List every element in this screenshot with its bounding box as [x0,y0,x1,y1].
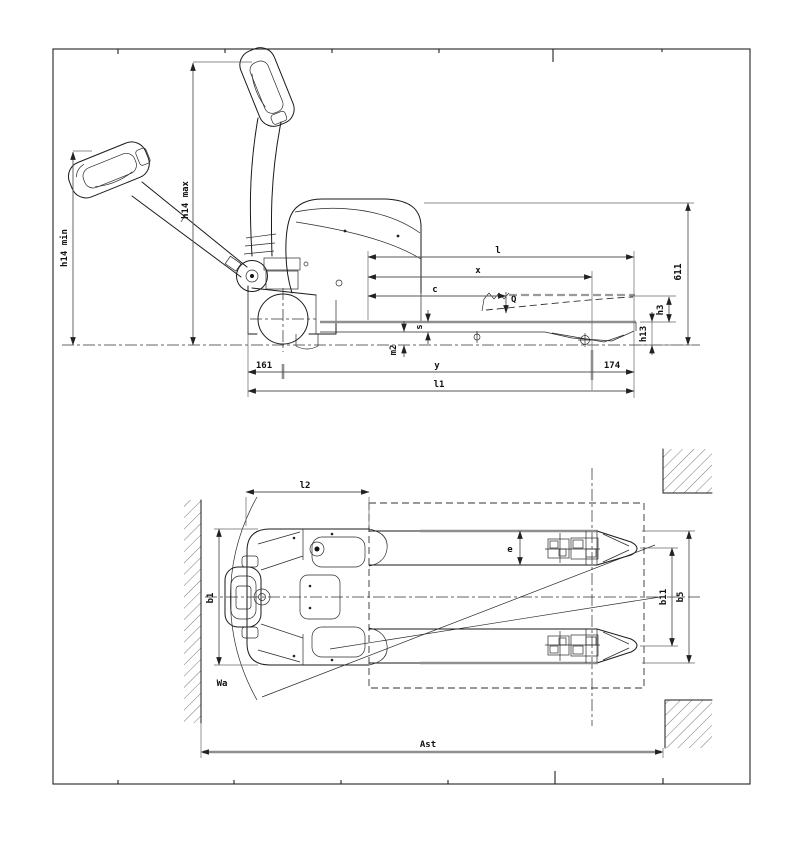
dim-label-611: 611 [673,263,684,281]
tiller-raised [235,43,298,256]
dim-label-wa: Wa [216,679,228,689]
dim-label-l2: l2 [299,481,311,491]
dim-l [368,246,634,257]
dim-label-c: c [432,285,438,295]
dim-label-s: s [415,324,425,330]
dim-label-l1: l1 [433,380,445,390]
dim-h14-max [181,62,252,345]
dim-s [415,310,428,344]
dim-label-174: 174 [603,361,621,371]
turning-radius [217,497,660,700]
side-elevation-view [59,43,700,398]
dim-label-x: x [475,266,481,276]
dim-l2 [246,481,369,527]
dim-label-h14-max: h14 max [181,181,191,219]
dim-l1 [248,380,634,391]
wall-corner-top-right [663,449,712,493]
dim-b5 [676,531,689,663]
fork-side-lowered [320,322,636,347]
sheet-frame [53,49,750,784]
dim-label-161: 161 [255,361,273,371]
dim-label-h13: h13 [639,325,649,343]
dim-h14-min [59,151,92,345]
dim-c [368,285,506,296]
dim-m2 [389,321,404,357]
tiller-lowered [64,137,247,277]
dim-label-h3: h3 [656,304,666,316]
dim-161-y-174 [248,361,634,372]
dim-label-b5: b5 [676,591,686,603]
dim-label-ast: Ast [419,740,437,750]
dim-label-q: Q [511,295,517,305]
dim-label-b1: b1 [206,592,216,604]
wall-corner-bottom-right [665,700,712,748]
dim-611 [673,203,688,345]
dim-h13 [639,312,652,355]
dim-e [507,531,520,565]
wall-left [184,500,201,723]
dim-label-m2: m2 [389,344,399,356]
drive-unit [248,286,336,352]
plan-view [184,449,712,758]
dim-x [368,266,592,277]
dim-label-h14-min: h14 min [60,229,70,267]
dim-label-e: e [507,545,513,555]
dim-label-l: l [495,246,501,256]
chassis-cover [286,199,421,322]
dim-ast [201,723,663,758]
dim-label-b11: b11 [659,588,669,606]
dim-label-y: y [434,361,440,371]
dim-h3 [656,297,669,322]
